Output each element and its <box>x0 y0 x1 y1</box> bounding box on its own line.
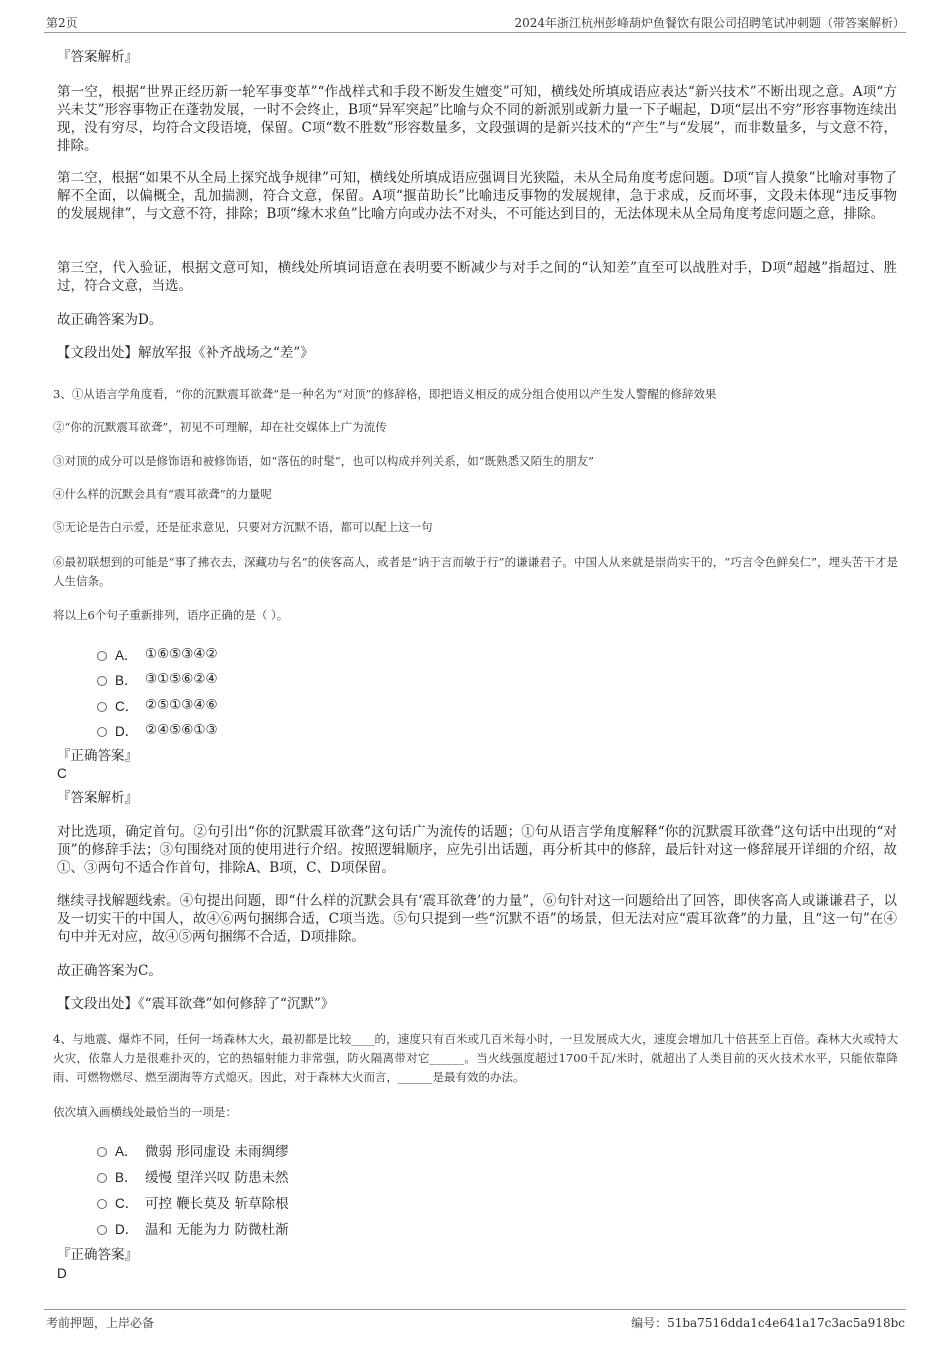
analysis-paragraph-1: 对比选项，确定首句。②句引出“你的沉默震耳欲聋”这句话广为流传的话题；①句从语言学角度解释“你的沉默震耳欲聋”这句话中出现的“对顶”的修辞手法；③句围绕对顶的使用进行介绍。按照逻辑顺序，应先引出话题，再分析其中的修辞，最后针对这一修辞展开详细的介绍，故①、③两句不适合作首句，排除A、B项，C、D项保留。 <box>57 824 897 876</box>
analysis-paragraph-3: 第三空，代入验证，根据文意可知，横线处所填词语意在表明要不断减少与对手之间的“认知差”直至可以战胜对手，D项“超越”指超过、胜过，符合文意，当选。 <box>57 260 897 294</box>
radio-icon[interactable] <box>97 727 107 737</box>
document-title: 2024年浙江杭州彭峰葫炉鱼餐饮有限公司招聘笔试冲刺题（带答案解析） <box>514 16 905 30</box>
question-3-option-c[interactable]: C． ②⑤①③④⑥ <box>97 695 218 715</box>
analysis-label: 『答案解析』 <box>57 49 138 65</box>
question-3-sentence-6: ⑥最初联想到的可能是“事了拂衣去，深藏功与名”的侠客高人，或者是“讷于言而敏于行”的谦谦君子。中国人从来就是崇尚实干的，“巧言令色鲜矣仁”，埋头苦干才是人生信条。 <box>53 555 898 588</box>
correct-answer-label: 『正确答案』 <box>57 1247 138 1263</box>
radio-icon[interactable] <box>97 1173 107 1183</box>
passage-source: 【文段出处】解放军报《补齐战场之“差”》 <box>57 345 314 361</box>
footer-slogan: 考前押题，上岸必备 <box>46 1316 155 1330</box>
question-3-option-a[interactable]: A． ①⑥⑤③④② <box>97 644 218 664</box>
question-4-option-d[interactable]: D． 温和 无能为力 防微杜渐 <box>97 1218 289 1238</box>
radio-icon[interactable] <box>97 1225 107 1235</box>
radio-icon[interactable] <box>97 1147 107 1157</box>
question-3-sentence-3: ③对顶的成分可以是修饰语和被修饰语，如“落伍的时髦”，也可以构成并列关系，如“既熟悉又陌生的朋友” <box>53 454 595 468</box>
footer-divider <box>44 1309 906 1310</box>
analysis-paragraph-2: 继续寻找解题线索。④句提出问题，即“什么样的沉默会具有‘震耳欲聋’的力量”，⑥句针对这一问题给出了回答，即侠客高人或谦谦君子，以及一切实干的中国人，故④⑥两句捆绑合适，C项当选。⑤句只提到一些“沉默不语”的场景，但无法对应“震耳欲聋”的力量，且“这一句”在④句中并无对应，故④⑤两句捆绑不合适，D项排除。 <box>57 893 897 945</box>
question-4-option-b[interactable]: B． 缓慢 望洋兴叹 防患未然 <box>97 1166 289 1186</box>
question-3-sentence-4: ④什么样的沉默会具有“震耳欲聋”的力量呢 <box>53 487 272 501</box>
question-4-prompt: 依次填入画横线处最恰当的一项是： <box>53 1105 237 1119</box>
correct-answer-label: 『正确答案』 <box>57 748 138 764</box>
analysis-conclusion: 故正确答案为D。 <box>57 312 163 328</box>
analysis-paragraph-2: 第二空，根据“如果不从全局上探究战争规律”可知，横线处所填成语应强调目光狭隘，未从全局角度考虑问题。D项“盲人摸象”比喻对事物了解不全面，以偏概全，乱加揣测，符合文意，保留。A项“揠苗助长”比喻违反事物的发展规律，急于求成，反而坏事，文段未体现“违反事物的发展规律”，与文意不符，排除；B项“缘木求鱼”比喻方向或办法不对头，不可能达到目的，无法体现未从全局角度考虑问题之意，排除。 <box>57 170 897 222</box>
analysis-label: 『答案解析』 <box>57 790 138 806</box>
document-id: 编号：51ba7516dda1c4e641a17c3ac5a918bc <box>631 1316 905 1330</box>
question-4-option-c[interactable]: C． 可控 鞭长莫及 斩草除根 <box>97 1192 289 1212</box>
question-3-sentence-1: 3、①从语言学角度看，“你的沉默震耳欲聋”是一种名为“对顶”的修辞格，即把语义相反的成分组合使用以产生发人警醒的修辞效果 <box>53 387 717 401</box>
radio-icon[interactable] <box>97 702 107 712</box>
question-3-sentence-2: ②“你的沉默震耳欲聋”，初见不可理解，却在社交媒体上广为流传 <box>53 420 387 434</box>
question-3-sentence-5: ⑤无论是告白示爱，还是征求意见，只要对方沉默不语，都可以配上这一句 <box>53 520 433 534</box>
passage-source: 【文段出处】《“震耳欲聋”如何修辞了“沉默”》 <box>57 996 335 1012</box>
radio-icon[interactable] <box>97 676 107 686</box>
question-3-prompt: 将以上6个句子重新排列，语序正确的是（ ）。 <box>53 608 289 622</box>
question-3-option-d[interactable]: D． ②④⑤⑥①③ <box>97 720 218 740</box>
radio-icon[interactable] <box>97 1199 107 1209</box>
page-number: 第2页 <box>46 16 78 30</box>
analysis-paragraph-1: 第一空，根据“世界正经历新一轮军事变革”“作战样式和手段不断发生嬗变”可知，横线处所填成语应表达“新兴技术”不断出现之意。A项“方兴未艾”形容事物正在蓬勃发展，一时不会终止，B项“异军突起”比喻与众不同的新派别或新力量一下子崛起，D项“层出不穷”形容事物连续出现，没有穷尽，均符合文段语境，保留。C项“数不胜数”形容数量多，文段强调的是新兴技术的“产生”与“发展”，而非数量多，与文意不符，排除。 <box>57 84 897 154</box>
question-3-option-b[interactable]: B． ③①⑤⑥②④ <box>97 669 218 689</box>
header-divider <box>44 32 906 33</box>
radio-icon[interactable] <box>97 651 107 661</box>
correct-answer-value: D <box>57 1266 67 1281</box>
question-4-option-a[interactable]: A． 微弱 形同虚设 未雨绸缪 <box>97 1140 289 1160</box>
question-4-stem: 4、与地震、爆炸不同，任何一场森林大火，最初都是比较____的，速度只有百米或几百米每小时，一旦发展成大火，速度会增加几十倍甚至上百倍。森林大火或特大火灾，依靠人力是很难扑灭的，它的热辐射能力非常强，防火隔离带对它______。当火线强度超过1700千瓦/米时，就超出了人类目前的灭火技术水平，只能依靠降雨、可燃物燃尽、燃至湖海等方式熄灭。因此，对于森林大火而言，______是最有效的办法。 <box>53 1032 898 1084</box>
correct-answer-value: C <box>57 766 67 781</box>
analysis-conclusion: 故正确答案为C。 <box>57 963 162 979</box>
